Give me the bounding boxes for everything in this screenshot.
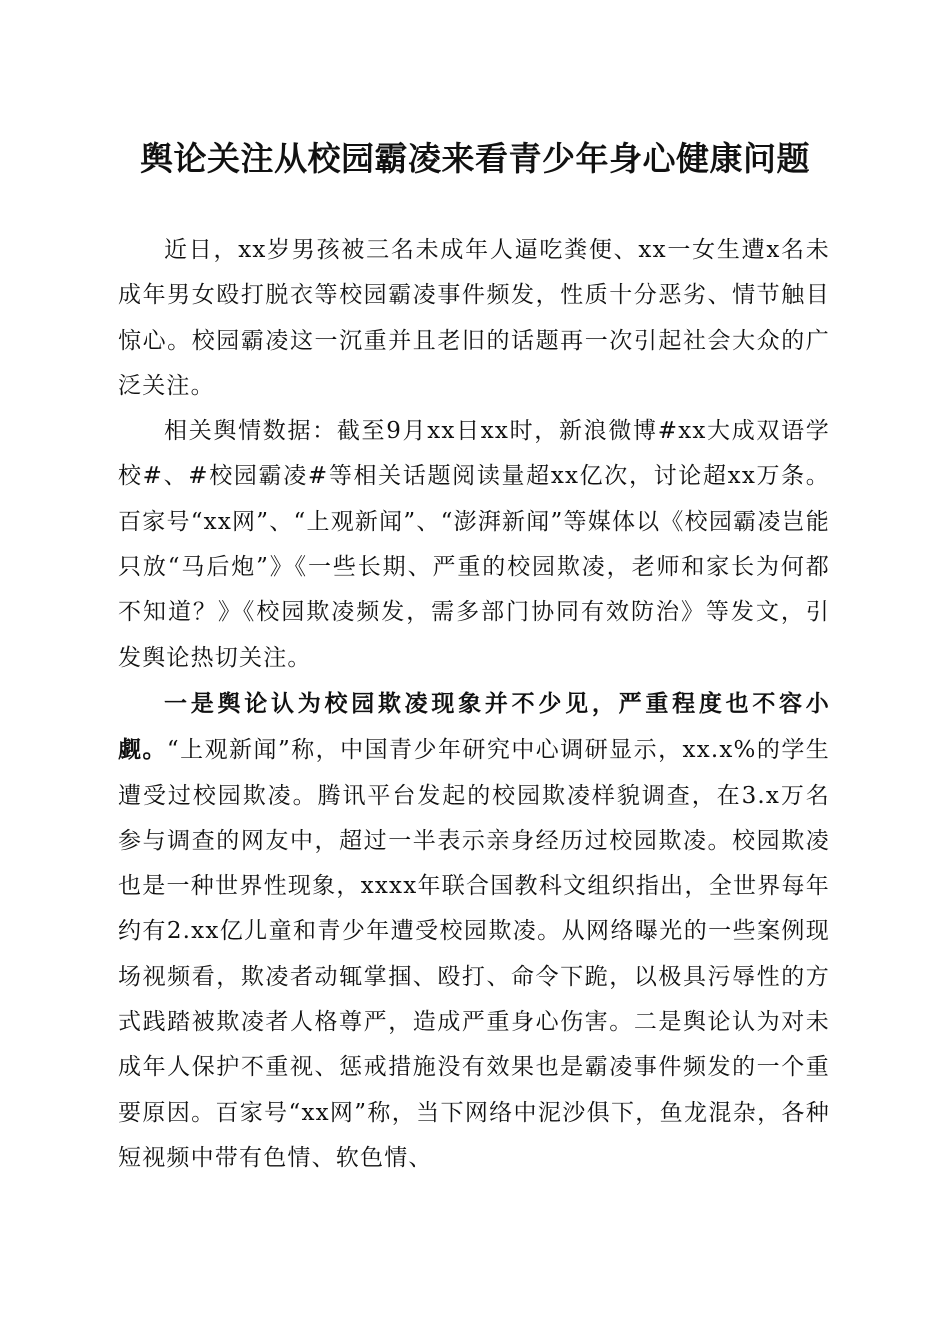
document-body xyxy=(118,228,830,1181)
paragraph-opinion-data-text: 相关舆情数据：截至9月xx日xx时，新浪微博#xx大成双语学校#、#校园霸凌#等相关话题阅读量超xx亿次，讨论超xx万条。百家号“xx网”、“上观新闻”、“澎湃新闻”等媒体以《校园霸凌岂能只放“马后炮”》《一些长期、严重的校园欺凌，老师和家长为何都不知道？》《校园欺凌频发，需多部门协同有效防治》等发文，引发舆论热切关注。 xyxy=(118,418,830,671)
paragraph-opinion-data xyxy=(118,409,830,681)
paragraph-intro-text: 近日，xx岁男孩被三名未成年人逼吃粪便、xx一女生遭x名未成年男女殴打脱衣等校园霸凌事件频发，性质十分恶劣、情节触目惊心。校园霸凌这一沉重并且老旧的话题再一次引起社会大众的广泛关注。 xyxy=(118,237,830,399)
paragraph-point-one-lead: 一是舆论认为校园欺凌现象并不少见，严重程度也不容小觑。 xyxy=(118,689,830,764)
document-title: 舆论关注从校园霸凌来看青少年身心健康问题 xyxy=(140,139,810,178)
paragraph-intro xyxy=(118,228,830,409)
paragraph-point-one xyxy=(118,681,830,1181)
paragraph-point-one-text: “上观新闻”称，中国青少年研究中心调研显示，xx.x%的学生遭受过校园欺凌。腾讯平台发起的校园欺凌样貌调查，在3.x万名参与调查的网友中，超过一半表示亲身经历过校园欺凌。校园欺凌也是一种世界性现象，xxxx年联合国教科文组织指出，全世界每年约有2.xx亿儿童和青少年遭受校园欺凌。从网络曝光的一些案例现场视频看，欺凌者动辄掌掴、殴打、命令下跪，以极具污辱性的方式践踏被欺凌者人格尊严，造成严重身心伤害。二是舆论认为对未成年人保护不重视、惩戒措施没有效果也是霸凌事件频发的一个重要原因。百家号“xx网”称，当下网络中泥沙俱下，鱼龙混杂，各种短视频中带有色情、软色情、 xyxy=(118,737,830,1171)
